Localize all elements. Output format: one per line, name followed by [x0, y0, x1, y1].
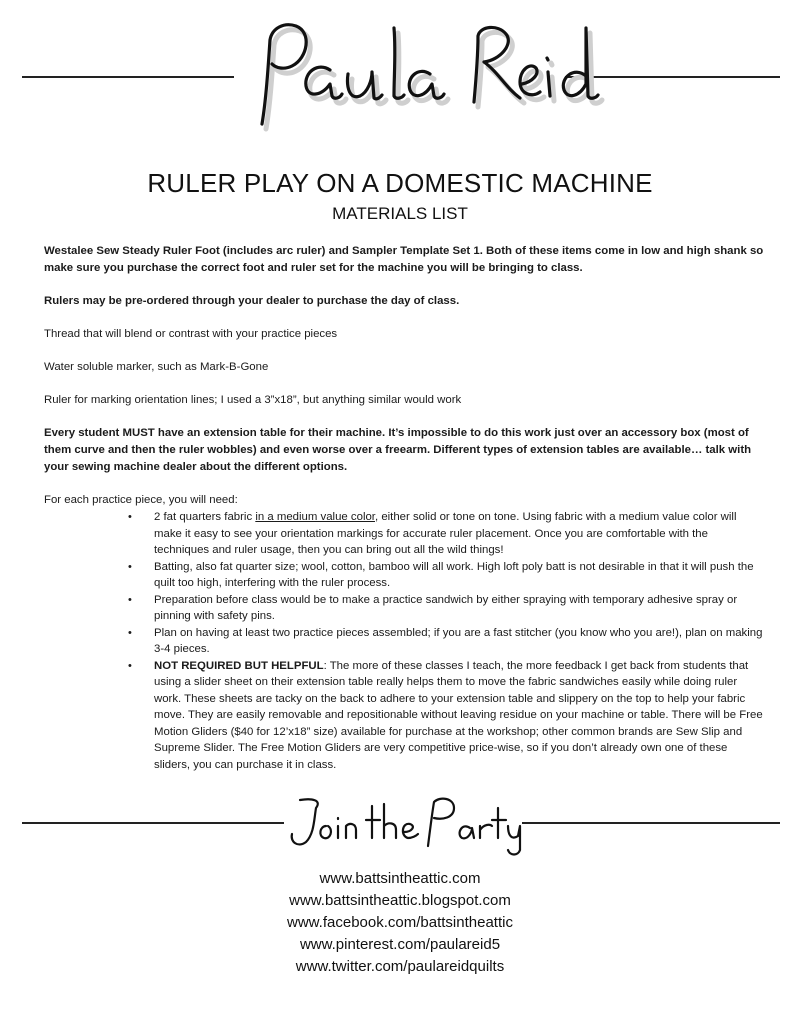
- page-title: RULER PLAY ON A DOMESTIC MACHINE: [147, 168, 653, 198]
- list-item-text: , either solid or tone on tone. Using fabric with a medium value color will make it easy to see your orientation markings for accurate ruler placement. Once you are comfortable with the techniques and ruler usage, then you can bring out all the wild things!: [154, 511, 737, 556]
- practice-piece-list: [128, 509, 764, 773]
- list-item: [128, 658, 764, 774]
- bullet-icon: •: [128, 560, 132, 573]
- list-item: [128, 592, 764, 625]
- twitter-link[interactable]: www.twitter.com/paulareidquilts: [295, 958, 505, 975]
- list-item-bold: NOT REQUIRED BUT HELPFUL: [154, 659, 324, 672]
- paragraph-thread: Thread that will blend or contrast with your practice pieces: [44, 328, 338, 340]
- list-item-text: 2 fat quarters fabric: [154, 511, 256, 523]
- bullet-icon: •: [128, 511, 132, 523]
- website-link[interactable]: www.battsintheattic.com: [319, 870, 481, 887]
- pinterest-link[interactable]: www.pinterest.com/paulareid5: [299, 936, 501, 953]
- blog-link[interactable]: www.battsintheattic.blogspot.com: [289, 892, 511, 909]
- list-item: [128, 509, 764, 559]
- bullet-icon: •: [128, 659, 132, 672]
- paragraph-practice-intro: For each practice piece, you will need:: [44, 494, 238, 506]
- join-the-party-script: [0, 790, 800, 860]
- paragraph-marker: Water soluble marker, such as Mark-B-Gone: [44, 361, 269, 373]
- facebook-link[interactable]: www.facebook.com/battsintheattic: [287, 914, 513, 931]
- bullet-icon: •: [128, 626, 132, 639]
- list-item-underlined: in a medium value color: [255, 511, 375, 523]
- list-item: [128, 559, 764, 592]
- paragraph-extension-table: Every student MUST have an extension table for their machine. It’s impossible to do this work just over an accessory box (most of them curve and then the ruler wobbles) and even worse over a freearm. Different types of extension tables are available… talk with your sewing machine dealer about the different options.: [44, 427, 752, 473]
- list-item-text: Batting, also fat quarter size; wool, cotton, bamboo will all work. High loft poly batt is not desirable in that it will push the quilt too high, interfering with the ruler process.: [154, 560, 754, 589]
- page-subtitle: MATERIALS LIST: [332, 204, 468, 223]
- bullet-icon: •: [128, 593, 132, 606]
- list-item-text: : The more of these classes I teach, the more feedback I get back from students that using a slider sheet on their extension table really helps them to move the fabric sandwiches easily while doing ruler work. These sheets are tacky on the back to adhere to your extension table and slippery on the top to help your fabric move. They are easily removable and repositionable without leaving residue on your machine or table. There will be Free Motion Gliders ($40 for 12’x18” size) available for purchase at the workshop; other common brands are Sew Slip and Supreme Slider. The Free Motion Gliders are very competitive price-wise, so if you don’t already own one of these sliders, you can purchase it in class.: [154, 659, 763, 771]
- social-links: [0, 868, 800, 978]
- list-item-text: Plan on having at least two practice pieces assembled; if you are a fast stitcher (you know who you are!), plan on making 3-4 pieces.: [154, 626, 763, 655]
- paragraph-ruler-foot: Westalee Sew Steady Ruler Foot (includes arc ruler) and Sampler Template Set 1. Both of these items come in low and high shank so make sure you purchase the correct foot and ruler set for the machine you will be bringing to class.: [44, 245, 764, 274]
- list-item: [128, 625, 764, 658]
- paragraph-ruler-marking: Ruler for marking orientation lines; I used a 3”x18”, but anything similar would work: [44, 394, 462, 406]
- paragraph-preorder: Rulers may be pre-ordered through your dealer to purchase the day of class.: [44, 295, 460, 307]
- paula-reid-signature: [0, 0, 800, 135]
- header-logo: [0, 0, 800, 135]
- footer-logo: [0, 790, 800, 860]
- materials-content: [44, 243, 764, 773]
- list-item-text: Preparation before class would be to make a practice sandwich by either spraying with temporary adhesive spray or pinning with safety pins.: [154, 593, 738, 622]
